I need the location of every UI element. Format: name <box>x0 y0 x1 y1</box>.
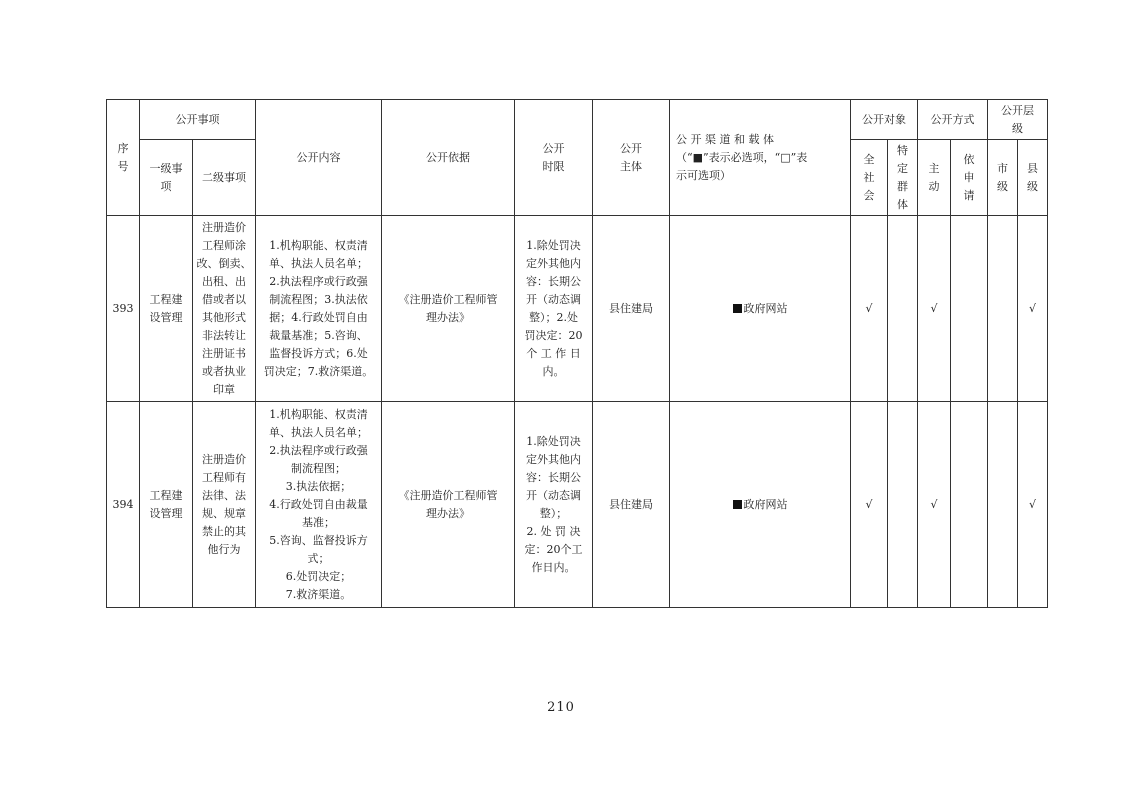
header-active: 主 动 <box>918 140 951 216</box>
row-level2: 注册造价 工程师涂 改、倒卖、 出租、出 借或者以 其他形式 非法转让 注册证书 或者执业 印章 <box>193 216 256 402</box>
header-basis: 公开依据 <box>382 100 515 216</box>
header-all-society: 全 社 会 <box>851 140 888 216</box>
table-row <box>107 402 1048 608</box>
row-specific-group <box>888 216 918 402</box>
row-subject: 县住建局 <box>593 216 670 402</box>
row-level1: 工程建 设管理 <box>140 402 193 608</box>
header-method: 公开方式 <box>918 100 988 140</box>
header-level1: 一级事 项 <box>140 140 193 216</box>
row-basis: 《注册造价工程师管 理办法》 <box>382 216 515 402</box>
row-serial: 393 <box>107 216 140 402</box>
row-basis: 《注册造价工程师管 理办法》 <box>382 402 515 608</box>
row-subject: 县住建局 <box>593 402 670 608</box>
header-time-limit: 公开 时限 <box>515 100 593 216</box>
header-specific-group: 特 定 群 体 <box>888 140 918 216</box>
row-channel-text: 政府网站 <box>743 301 788 315</box>
disclosure-table <box>106 99 1048 608</box>
header-content: 公开内容 <box>256 100 382 216</box>
row-on-request <box>951 402 988 608</box>
row-channel <box>670 402 851 608</box>
row-active: √ <box>918 402 951 608</box>
row-time-limit: 1.除处罚决 定外其他内 容：长期公 开（动态调 整）；2.处 罚决定：20 个 工 作 日 内。 <box>515 216 593 402</box>
header-county: 县 级 <box>1018 140 1048 216</box>
row-city <box>988 402 1018 608</box>
row-all-society: √ <box>851 216 888 402</box>
row-serial: 394 <box>107 402 140 608</box>
header-subject: 公开 主体 <box>593 100 670 216</box>
row-active: √ <box>918 216 951 402</box>
row-channel <box>670 216 851 402</box>
header-level: 公开层 级 <box>988 100 1048 140</box>
required-square-icon <box>733 304 742 313</box>
row-level2: 注册造价 工程师有 法律、法 规、规章 禁止的其 他行为 <box>193 402 256 608</box>
header-on-request: 依 申 请 <box>951 140 988 216</box>
row-specific-group <box>888 402 918 608</box>
row-on-request <box>951 216 988 402</box>
page-number: 210 <box>547 700 575 715</box>
header-level2: 二级事项 <box>193 140 256 216</box>
row-channel-text: 政府网站 <box>743 497 788 511</box>
row-county: √ <box>1018 402 1048 608</box>
row-time-limit: 1.除处罚决 定外其他内 容：长期公 开（动态调 整）； 2. 处 罚 决 定：20个工 作日内。 <box>515 402 593 608</box>
row-content: 1.机构职能、权责清 单、执法人员名单； 2.执法程序或行政强 制流程图；3.执法依 据；4.行政处罚自由 裁量基准；5.咨询、 监督投诉方式；6.处 罚决定；7.救济渠道。 <box>256 216 382 402</box>
row-county: √ <box>1018 216 1048 402</box>
row-city <box>988 216 1018 402</box>
row-all-society: √ <box>851 402 888 608</box>
header-serial: 序 号 <box>107 100 140 216</box>
row-content: 1.机构职能、权责清 单、执法人员名单； 2.执法程序或行政强 制流程图； 3.执法依据； 4.行政处罚自由裁量 基准； 5.咨询、监督投诉方 式； 6.处罚决定； 7.救济渠道。 <box>256 402 382 608</box>
header-public-items: 公开事项 <box>140 100 256 140</box>
header-audience: 公开对象 <box>851 100 918 140</box>
header-city: 市 级 <box>988 140 1018 216</box>
row-level1: 工程建 设管理 <box>140 216 193 402</box>
table-row <box>107 216 1048 402</box>
header-channel: 公 开 渠 道 和 载 体 （“■”表示必选项，“□”表 示可选项） <box>670 100 851 216</box>
required-square-icon <box>733 500 742 509</box>
